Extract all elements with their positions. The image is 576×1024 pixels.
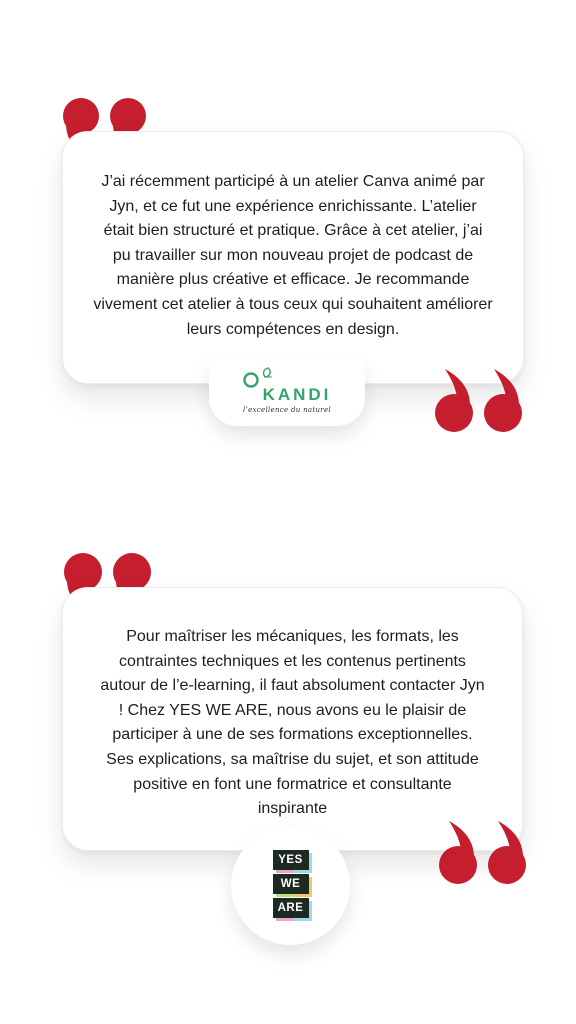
okandi-tagline: l’excellence du naturel bbox=[243, 406, 331, 414]
testimonial-text: Pour maîtriser les mécaniques, les formats, les contraintes techniques et les contenus pertinents autour de l’e-learning, il faut absolument contacter Jyn ! Chez YES WE ARE, nous avons eu le plaisir de participer à une de ses formations exceptionnelles. Ses explications, sa maîtrise du sujet, et son attitude positive en font une formatrice et consultante inspirante bbox=[100, 628, 485, 818]
testimonial-text: J’ai récemment participé à un atelier Canva animé par Jyn, et ce fut une expérience enrichissante. L’atelier était bien structuré et pratique. Grâce à cet atelier, j’ai pu travailler sur mon nouveau projet de podcast de manière plus créative et efficace. Je recommande vivement cet atelier à tous ceux qui souhaitent améliorer leurs compétences en design. bbox=[93, 173, 493, 338]
yes-we-are-logo bbox=[231, 850, 350, 922]
yes-we-are-logo-badge bbox=[231, 826, 350, 945]
testimonial-card bbox=[62, 587, 523, 851]
okandi-logo-badge bbox=[209, 360, 365, 426]
okandi-brand-name: KANDI bbox=[262, 385, 332, 404]
yes-word: YES bbox=[273, 850, 309, 870]
testimonial-card bbox=[62, 131, 524, 384]
are-word: ARE bbox=[273, 898, 309, 918]
we-word: WE bbox=[273, 874, 309, 894]
close-quote-icon bbox=[424, 364, 528, 436]
close-quote-icon bbox=[428, 816, 532, 888]
okandi-logo bbox=[209, 366, 365, 414]
